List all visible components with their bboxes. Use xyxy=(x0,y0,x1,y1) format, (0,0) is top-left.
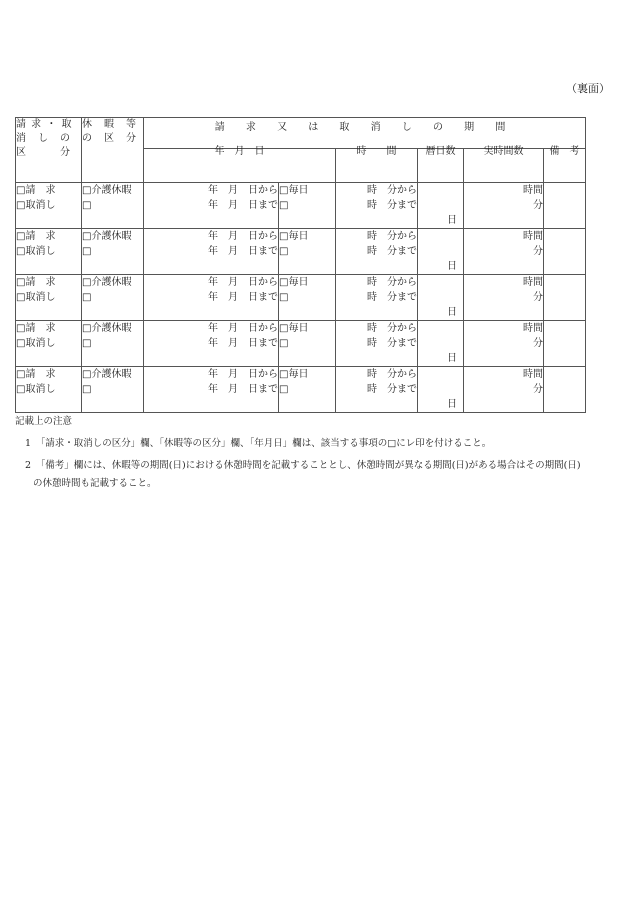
filling-notes xyxy=(15,411,615,495)
time-range-cell[interactable]: 時 分から 時 分まで xyxy=(336,229,418,275)
daily-option-cell[interactable]: □毎日 □ xyxy=(279,229,336,275)
request-category-cell[interactable]: □請 求 □取消し xyxy=(16,183,82,229)
daily-option-cell[interactable]: □毎日 □ xyxy=(279,367,336,413)
request-category-cell[interactable]: □請 求 □取消し xyxy=(16,229,82,275)
leave-category-cell[interactable]: □介護休暇 □ xyxy=(82,183,144,229)
leave-category-cell[interactable]: □介護休暇 □ xyxy=(82,229,144,275)
remarks-cell[interactable] xyxy=(544,275,586,321)
actual-hours-cell[interactable]: 時間 分 xyxy=(464,183,544,229)
header-remarks: 備 考 xyxy=(544,149,586,183)
daily-option-cell[interactable]: □毎日 □ xyxy=(279,275,336,321)
leave-category-cell[interactable]: □介護休暇 □ xyxy=(82,275,144,321)
note-item-2-continued: の休憩時間も記載すること。 xyxy=(33,478,157,489)
header-period-title: 請 求 又 は 取 消 し の 期 間 xyxy=(144,118,586,149)
table-row xyxy=(16,183,586,229)
remarks-cell[interactable] xyxy=(544,229,586,275)
calendar-days-cell[interactable]: 日 xyxy=(418,183,464,229)
notes-title: 記載上の注意 xyxy=(15,416,73,427)
time-range-cell[interactable]: 時 分から 時 分まで xyxy=(336,367,418,413)
request-category-cell[interactable]: □請 求 □取消し xyxy=(16,367,82,413)
date-range-cell[interactable]: 年 月 日から 年 月 日まで xyxy=(144,183,279,229)
header-date: 年 月 日 xyxy=(144,149,336,183)
actual-hours-cell[interactable]: 時間 分 xyxy=(464,229,544,275)
leave-category-cell[interactable]: □介護休暇 □ xyxy=(82,321,144,367)
note-item-2: 2 「備考」欄には、休暇等の期間(日)における休憩時間を記載することとし、休憩時間が異なる期間(日)がある場合はその期間(日) xyxy=(25,460,581,471)
table-row xyxy=(16,275,586,321)
header-leave-category: 休 暇 等 の 区 分 xyxy=(82,118,144,183)
date-range-cell[interactable]: 年 月 日から 年 月 日まで xyxy=(144,229,279,275)
time-range-cell[interactable]: 時 分から 時 分まで xyxy=(336,321,418,367)
actual-hours-cell[interactable]: 時間 分 xyxy=(464,275,544,321)
calendar-days-cell[interactable]: 日 xyxy=(418,321,464,367)
daily-option-cell[interactable]: □毎日 □ xyxy=(279,321,336,367)
daily-option-cell[interactable]: □毎日 □ xyxy=(279,183,336,229)
date-range-cell[interactable]: 年 月 日から 年 月 日まで xyxy=(144,321,279,367)
actual-hours-cell[interactable]: 時間 分 xyxy=(464,321,544,367)
time-range-cell[interactable]: 時 分から 時 分まで xyxy=(336,183,418,229)
calendar-days-cell[interactable]: 日 xyxy=(418,275,464,321)
note-item-1: 1 「請求・取消しの区分」欄、「休暇等の区分」欄、「年月日」欄は、該当する事項の□にレ印を付けること。 xyxy=(25,438,492,449)
request-category-cell[interactable]: □請 求 □取消し xyxy=(16,321,82,367)
date-range-cell[interactable]: 年 月 日から 年 月 日まで xyxy=(144,367,279,413)
table-row xyxy=(16,321,586,367)
page-side-label: （裏面） xyxy=(566,82,610,95)
remarks-cell[interactable] xyxy=(544,367,586,413)
leave-request-table xyxy=(15,117,586,413)
date-range-cell[interactable]: 年 月 日から 年 月 日まで xyxy=(144,275,279,321)
time-range-cell[interactable]: 時 分から 時 分まで xyxy=(336,275,418,321)
table-row xyxy=(16,367,586,413)
request-category-cell[interactable]: □請 求 □取消し xyxy=(16,275,82,321)
header-request-cancel-category: 請 求 ・ 取 消 し の 区 分 xyxy=(16,118,82,183)
header-time: 時 間 xyxy=(336,149,418,183)
leave-category-cell[interactable]: □介護休暇 □ xyxy=(82,367,144,413)
actual-hours-cell[interactable]: 時間 分 xyxy=(464,367,544,413)
calendar-days-cell[interactable]: 日 xyxy=(418,367,464,413)
header-calendar-days: 暦日数 xyxy=(418,149,464,183)
header-actual-hours: 実時間数 xyxy=(464,149,544,183)
calendar-days-cell[interactable]: 日 xyxy=(418,229,464,275)
remarks-cell[interactable] xyxy=(544,321,586,367)
table-row xyxy=(16,229,586,275)
remarks-cell[interactable] xyxy=(544,183,586,229)
